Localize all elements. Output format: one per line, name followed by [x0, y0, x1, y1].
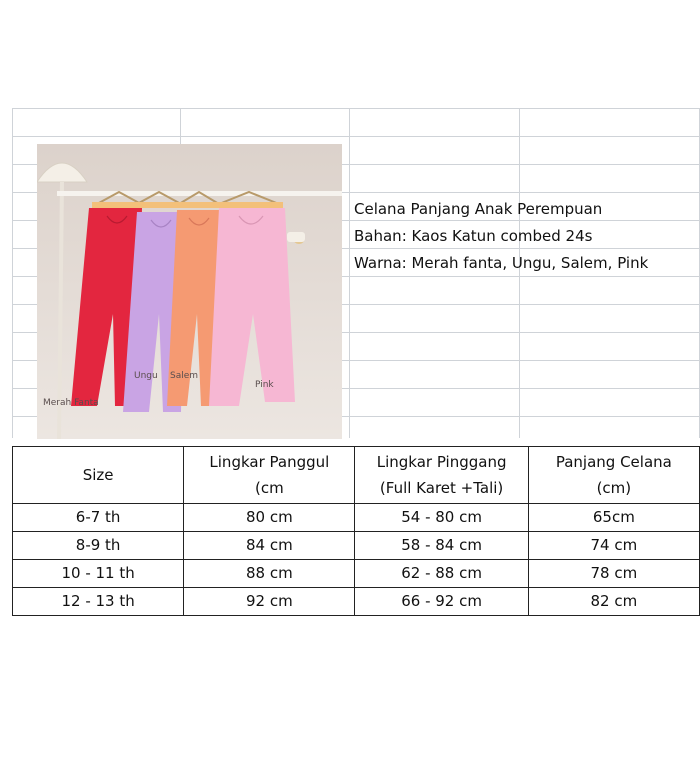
cell-length: 74 cm: [528, 532, 699, 560]
header-label: Panjang Celana: [555, 453, 672, 471]
table-row: [13, 532, 700, 560]
product-title: Celana Panjang Anak Perempuan: [354, 200, 603, 218]
header-unit: (Full Karet +Tali): [379, 479, 504, 497]
cell-length: 82 cm: [528, 588, 699, 616]
photo-label-pink: Pink: [255, 380, 274, 390]
table-row: [13, 560, 700, 588]
header-waist: [355, 447, 528, 504]
header-length: [528, 447, 699, 504]
spreadsheet: [12, 108, 700, 616]
cell-waist: 58 - 84 cm: [355, 532, 528, 560]
table-row: [13, 588, 700, 616]
product-material: Bahan: Kaos Katun combed 24s: [354, 227, 593, 245]
header-unit: (cm): [596, 479, 632, 497]
pants-illustration: [37, 144, 342, 439]
grid-line: [349, 108, 350, 438]
grid-line: [12, 108, 13, 438]
cell-size: 6-7 th: [13, 504, 184, 532]
photo-label-purple: Ungu: [134, 371, 158, 381]
cell-hip: 88 cm: [184, 560, 355, 588]
cell-size: 12 - 13 th: [13, 588, 184, 616]
cell-waist: 66 - 92 cm: [355, 588, 528, 616]
table-header-row: [13, 447, 700, 504]
cell-size: 8-9 th: [13, 532, 184, 560]
product-photo: [37, 144, 342, 439]
pink-pants: [209, 208, 295, 406]
product-colors: Warna: Merah fanta, Ungu, Salem, Pink: [354, 254, 649, 272]
cell-waist: 54 - 80 cm: [355, 504, 528, 532]
photo-label-salmon: Salem: [170, 371, 199, 381]
table-row: [13, 504, 700, 532]
header-label: Size: [82, 466, 114, 484]
size-table: [12, 446, 700, 616]
cell-hip: 92 cm: [184, 588, 355, 616]
cell-hip: 80 cm: [184, 504, 355, 532]
header-unit: (cm: [254, 479, 284, 497]
grid-line: [12, 136, 700, 137]
grid-line: [12, 108, 700, 109]
cell-length: 65cm: [528, 504, 699, 532]
header-size: [13, 447, 184, 504]
cell-waist: 62 - 88 cm: [355, 560, 528, 588]
cell-size: 10 - 11 th: [13, 560, 184, 588]
photo-label-red: Merah Fanta: [43, 398, 99, 408]
header-hip: [184, 447, 355, 504]
cell-length: 78 cm: [528, 560, 699, 588]
header-label: Lingkar Pinggang: [376, 453, 507, 471]
header-label: Lingkar Panggul: [209, 453, 330, 471]
grid-line: [519, 108, 520, 438]
cell-hip: 84 cm: [184, 532, 355, 560]
